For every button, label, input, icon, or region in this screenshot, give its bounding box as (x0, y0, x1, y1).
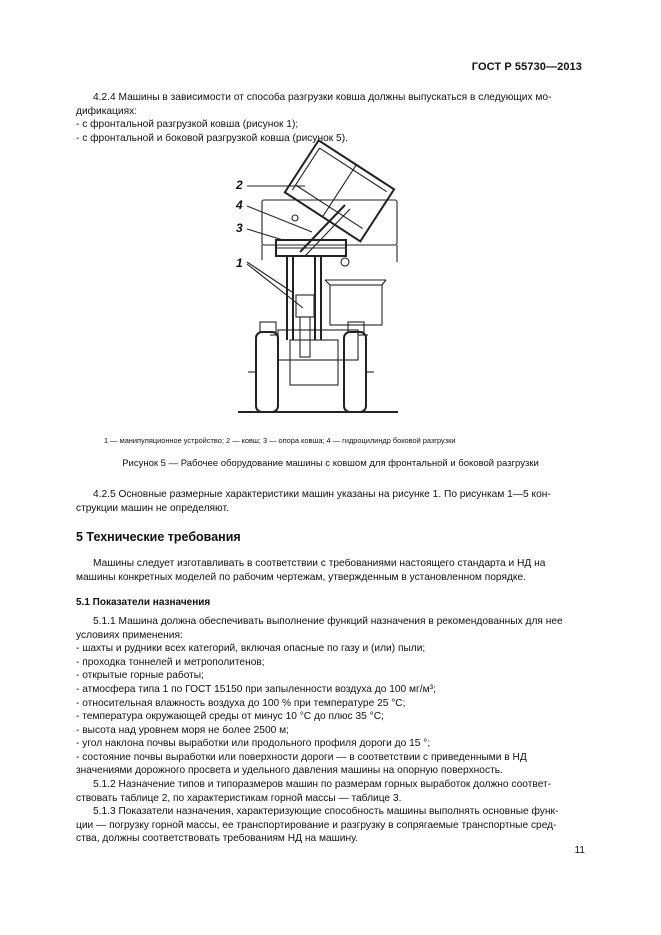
paragraph-511-line2: условиях применения: (76, 630, 183, 641)
list-item: - высота над уровнем моря не более 2500 м; (76, 725, 289, 736)
list-item: - угол наклона почвы выработки или продольного профиля дороги до 15 °; (76, 738, 431, 749)
paragraph-5-line1: Машины следует изготавливать в соответствии с требованиями настоящего стандарта и НД на (93, 558, 546, 569)
paragraph-513-line1: 5.1.3 Показатели назначения, характеризующие способность машины выполнять основные функ- (93, 806, 559, 817)
paragraph-425-line1: 4.2.5 Основные размерные характеристики машин указаны на рисунке 1. По рисункам 1—5 кон- (93, 489, 551, 500)
figure-caption: Рисунок 5 — Рабочее оборудование машины с ковшом для фронтальной и боковой разгрузки (122, 458, 539, 469)
section-heading: 5 Технические требования (76, 530, 241, 544)
paragraph-424-line1: 4.2.4 Машины в зависимости от способа разгрузки ковша должны выпускаться в следующих мо- (93, 92, 552, 103)
paragraph-513-line3: ства, должны соответствовать требованиям НД на машину. (76, 833, 359, 844)
paragraph-5-line2: машины конкретных моделей по рабочим чертежам, утвержденным в установленном порядке. (76, 572, 526, 583)
list-item: - шахты и рудники всех категорий, включая опасные по газу и (или) пыли; (76, 643, 426, 654)
paragraph-425-line2: струкции машин не определяют. (76, 503, 229, 514)
paragraph-512-line2: ствовать таблице 2, по характеристикам горной массы — таблице 3. (76, 793, 402, 804)
figure-legend: 1 — манипуляционное устройство; 2 — ковш; 3 — опора ковша; 4 — гидроцилиндр боковой разгрузки (104, 436, 456, 445)
list-item: - состояние почвы выработки или поверхности дороги — в соответствии с приведенными в НД (76, 752, 527, 763)
subsection-heading: 5.1 Показатели назначения (76, 597, 211, 608)
list-item: - атмосфера типа 1 по ГОСТ 15150 при запыленности воздуха до 100 мг/м³; (76, 684, 436, 695)
figure-label-1: 1 (236, 256, 243, 270)
paragraph-424-line2: дификациях: (76, 106, 138, 117)
document-header: ГОСТ Р 55730—2013 (471, 61, 582, 73)
list-item: - открытые горные работы; (76, 670, 204, 681)
page-number: 11 (574, 845, 585, 856)
list-item: - температура окружающей среды от минус 10 °С до плюс 35 °С; (76, 711, 384, 722)
figure-label-4: 4 (236, 198, 243, 212)
list-item: - с фронтальной разгрузкой ковша (рисунок 1); (76, 119, 299, 130)
list-item-continuation: значениями дорожного просвета и удельного давления машины на опорную поверхность. (76, 765, 503, 776)
figure-label-2: 2 (236, 178, 243, 192)
paragraph-512-line1: 5.1.2 Назначение типов и типоразмеров машин по размерам горных выработок должно соответ- (93, 779, 552, 790)
list-item: - с фронтальной и боковой разгрузкой ковша (рисунок 5). (76, 133, 348, 144)
list-item: - проходка тоннелей и метрополитенов; (76, 657, 265, 668)
figure-5-drawing (0, 0, 661, 430)
list-item: - относительная влажность воздуха до 100 % при температуре 25 °С; (76, 698, 406, 709)
figure-label-3: 3 (236, 221, 243, 235)
paragraph-513-line2: ции — погрузку горной массы, ее транспортирование и разгрузку в сопрягаемые транспортные сред- (76, 820, 557, 831)
paragraph-511-line1: 5.1.1 Машина должна обеспечивать выполнение функций назначения в рекомендованных для нее (93, 616, 563, 627)
